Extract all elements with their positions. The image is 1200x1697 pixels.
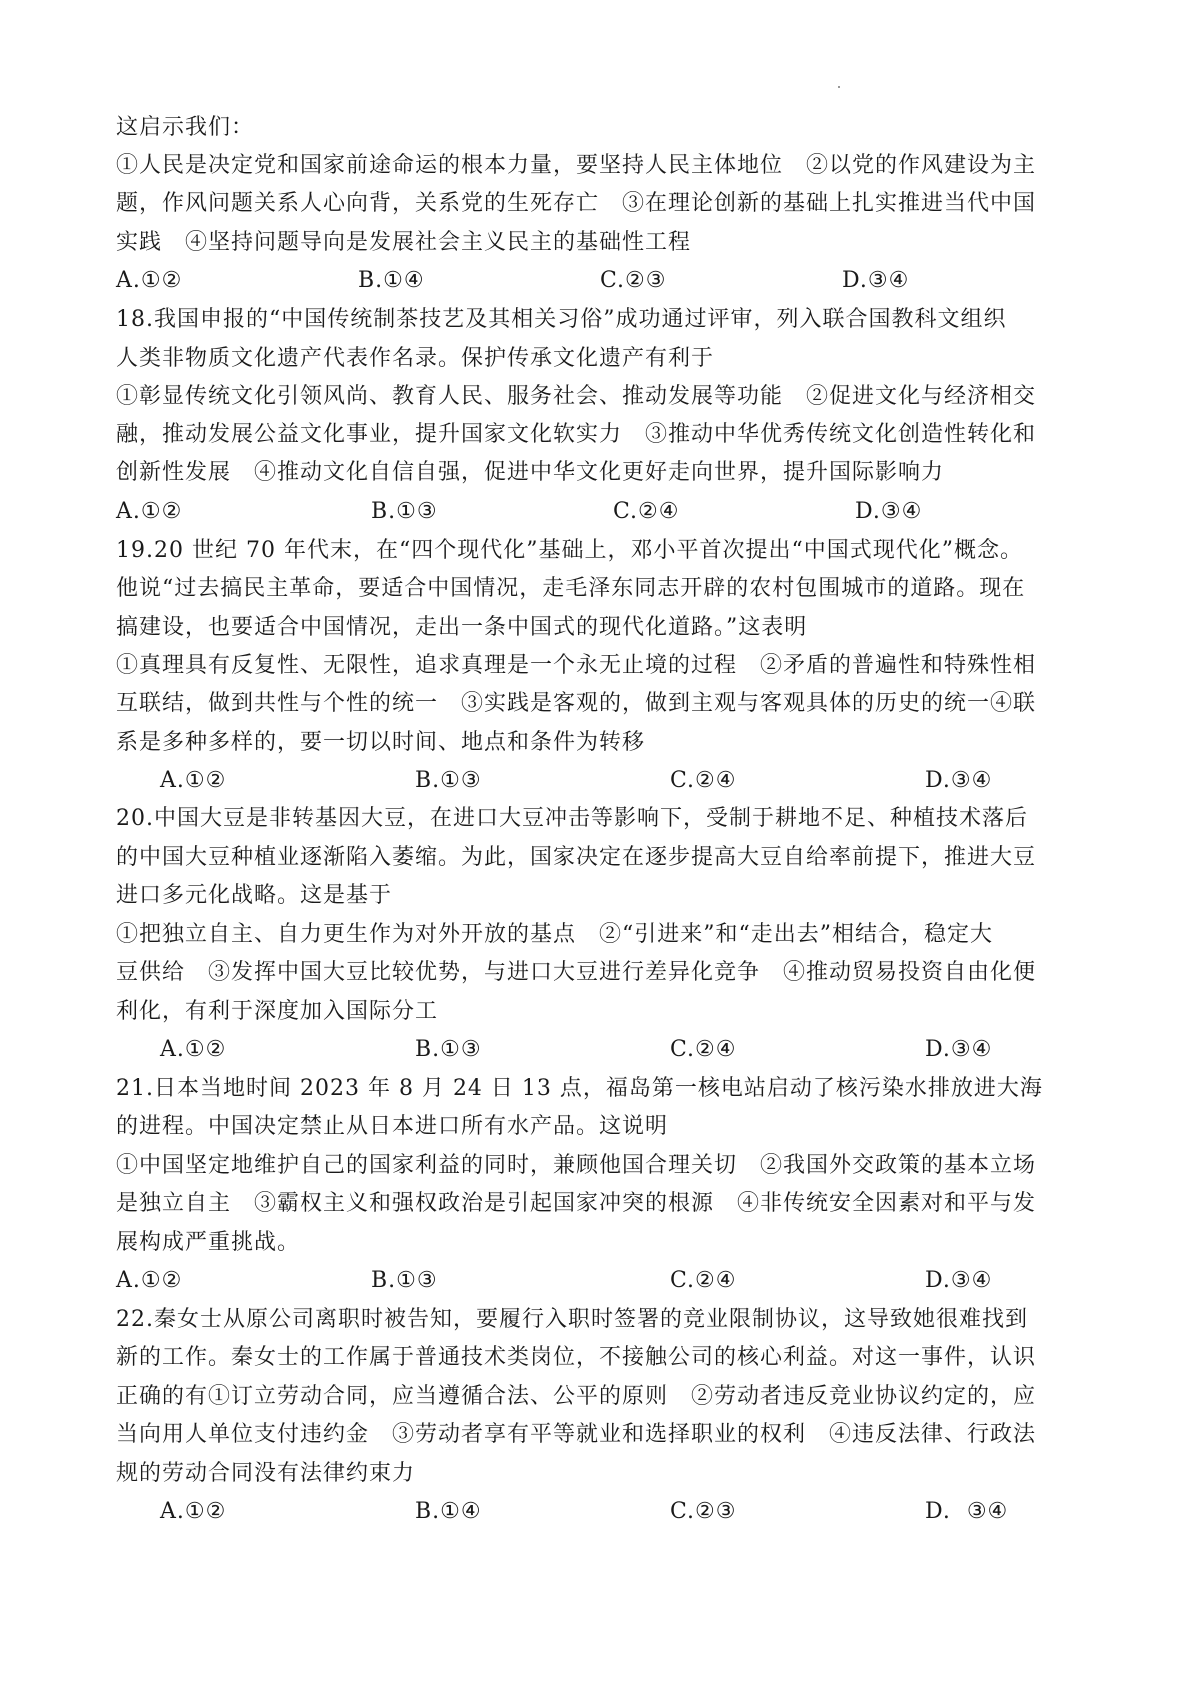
q21-statement-line: 是独立自主 ③霸权主义和强权政治是引起国家冲突的根源 ④非传统安全因素对和平与发	[116, 1191, 1037, 1216]
q19-stem-line: 搞建设，也要适合中国情况，走出一条中国式的现代化道路。”这表明	[116, 615, 808, 640]
q17-statement-line: 实践 ④坚持问题导向是发展社会主义民主的基础性工程	[116, 230, 692, 255]
q22-options	[160, 1496, 1120, 1528]
q18-stem-line: 18.我国申报的“中国传统制茶技艺及其相关习俗”成功通过评审，列入联合国教科文组织	[116, 307, 1007, 332]
q18-statement-line: 融，推动发展公益文化事业，提升国家文化软实力 ③推动中华优秀传统文化创造性转化和	[116, 422, 1037, 447]
q19-stem-line: 他说“过去搞民主革命，要适合中国情况，走毛泽东同志开辟的农村包围城市的道路。现在	[116, 576, 1026, 601]
intro-line: 这启示我们：	[116, 115, 255, 140]
scan-speck	[838, 86, 840, 88]
q22-stem-line: 22.秦女士从原公司离职时被告知，要履行入职时签署的竞业限制协议，这导致她很难找到	[116, 1307, 1028, 1332]
option-a: A.①②	[116, 1268, 183, 1293]
q18-statement-line: 创新性发展 ④推动文化自信自强，促进中华文化更好走向世界，提升国际影响力	[116, 460, 945, 485]
option-b: B.①④	[415, 1499, 482, 1524]
option-c: C.②③	[600, 268, 667, 293]
q17-statement-line: 题，作风问题关系人心向背，关系党的生死存亡 ③在理论创新的基础上扎实推进当代中国	[116, 191, 1037, 216]
q21-options	[116, 1265, 1076, 1297]
q22-stem-line: 新的工作。秦女士的工作属于普通技术类岗位，不接触公司的核心利益。对这一事件，认识	[116, 1345, 1037, 1370]
q20-statement-line: 利化，有利于深度加入国际分工	[116, 999, 439, 1024]
q22-stem-line: 正确的有①订立劳动合同，应当遵循合法、公平的原则 ②劳动者违反竞业协议约定的，应	[116, 1384, 1037, 1409]
option-b: B.①③	[415, 1037, 482, 1062]
option-d: D.③④	[842, 268, 910, 293]
option-c: C.②④	[613, 499, 680, 524]
option-a: A.①②	[116, 499, 183, 524]
q17-options	[116, 265, 1076, 297]
option-d: D.③④	[855, 499, 923, 524]
q19-stem-line: 19.20 世纪 70 年代末，在“四个现代化”基础上，邓小平首次提出“中国式现代化”概念。	[116, 538, 1023, 563]
q19-statement-line: 互联结，做到共性与个性的统一 ③实践是客观的，做到主观与客观具体的历史的统一④联	[116, 691, 1037, 716]
q21-statement-line: 展构成严重挑战。	[116, 1230, 301, 1255]
q20-statement-line: 豆供给 ③发挥中国大豆比较优势，与进口大豆进行差异化竞争 ④推动贸易投资自由化便	[116, 960, 1037, 985]
q22-stem-line: 当向用人单位支付违约金 ③劳动者享有平等就业和选择职业的权利 ④违反法律、行政法	[116, 1422, 1037, 1447]
option-b: B.①④	[358, 268, 425, 293]
option-c: C.②④	[670, 1268, 737, 1293]
option-b: B.①③	[415, 768, 482, 793]
q18-options	[116, 496, 1076, 528]
option-a: A.①②	[160, 768, 227, 793]
option-d: D. ③④	[925, 1499, 1009, 1524]
q19-options	[160, 765, 1120, 797]
option-b: B.①③	[371, 499, 438, 524]
q20-options	[160, 1034, 1120, 1066]
q19-statement-line: ①真理具有反复性、无限性，追求真理是一个永无止境的过程 ②矛盾的普遍性和特殊性相	[116, 653, 1037, 678]
q19-statement-line: 系是多种多样的，要一切以时间、地点和条件为转移	[116, 730, 646, 755]
option-a: A.①②	[116, 268, 183, 293]
q18-statement-line: ①彰显传统文化引领风尚、教育人民、服务社会、推动发展等功能 ②促进文化与经济相交	[116, 384, 1037, 409]
q20-stem-line: 进口多元化战略。这是基于	[116, 883, 393, 908]
q20-stem-line: 20.中国大豆是非转基因大豆，在进口大豆冲击等影响下，受制于耕地不足、种植技术落后	[116, 806, 1028, 831]
q20-statement-line: ①把独立自主、自力更生作为对外开放的基点 ②“引进来”和“走出去”相结合，稳定大	[116, 922, 993, 947]
option-c: C.②③	[670, 1499, 737, 1524]
option-b: B.①③	[371, 1268, 438, 1293]
q17-statement-line: ①人民是决定党和国家前途命运的根本力量，要坚持人民主体地位 ②以党的作风建设为主	[116, 153, 1037, 178]
q21-stem-line: 的进程。中国决定禁止从日本进口所有水产品。这说明	[116, 1114, 669, 1139]
option-a: A.①②	[160, 1499, 227, 1524]
option-d: D.③④	[925, 1268, 993, 1293]
q21-stem-line: 21.日本当地时间 2023 年 8 月 24 日 13 点，福岛第一核电站启动了核污染水排放进大海	[116, 1076, 1043, 1101]
q18-stem-line: 人类非物质文化遗产代表作名录。保护传承文化遗产有利于	[116, 346, 715, 371]
option-d: D.③④	[925, 768, 993, 793]
q22-stem-line: 规的劳动合同没有法律约束力	[116, 1461, 416, 1486]
option-d: D.③④	[925, 1037, 993, 1062]
q20-stem-line: 的中国大豆种植业逐渐陷入萎缩。为此，国家决定在逐步提高大豆自给率前提下，推进大豆	[116, 845, 1037, 870]
option-c: C.②④	[670, 1037, 737, 1062]
option-c: C.②④	[670, 768, 737, 793]
option-a: A.①②	[160, 1037, 227, 1062]
q21-statement-line: ①中国坚定地维护自己的国家利益的同时，兼顾他国合理关切 ②我国外交政策的基本立场	[116, 1153, 1037, 1178]
